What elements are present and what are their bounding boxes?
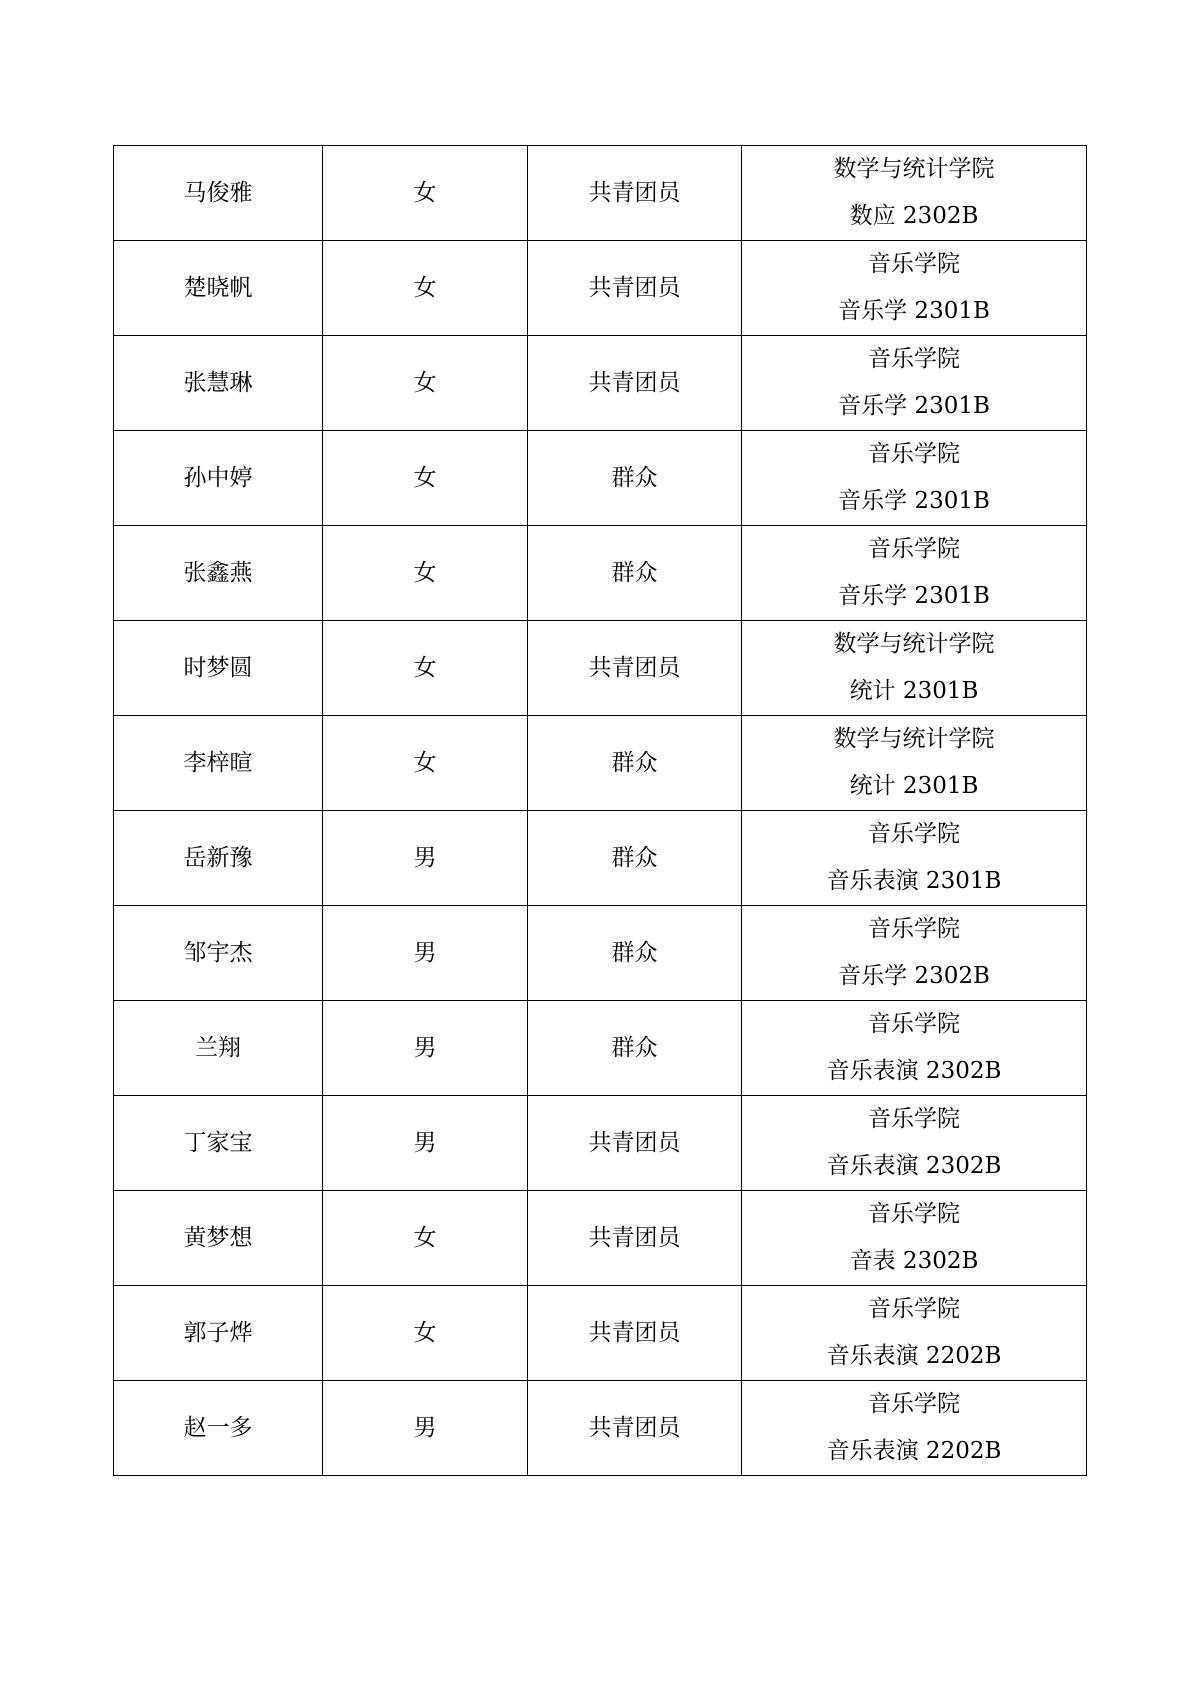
gender-cell: 男 — [323, 906, 528, 1001]
college-text: 音乐学院 — [868, 1296, 960, 1322]
class-text: 音乐表演 2301B — [826, 868, 1002, 894]
class-text: 音乐学 2301B — [838, 393, 990, 419]
name-cell: 张慧琳 — [114, 336, 323, 431]
college-text: 音乐学院 — [868, 1201, 960, 1227]
class-text: 音乐学 2302B — [838, 963, 990, 989]
gender-cell: 男 — [323, 811, 528, 906]
college-text: 数学与统计学院 — [833, 726, 995, 752]
name-cell: 邹宇杰 — [114, 906, 323, 1001]
class-text: 统计 2301B — [849, 678, 979, 704]
college-text: 音乐学院 — [868, 1106, 960, 1132]
table-row — [114, 431, 1087, 526]
name-cell: 楚晓帆 — [114, 241, 323, 336]
table-row — [114, 1096, 1087, 1191]
political-status-cell: 群众 — [528, 811, 742, 906]
political-status-cell: 群众 — [528, 526, 742, 621]
political-status-cell: 共青团员 — [528, 1286, 742, 1381]
gender-cell: 女 — [323, 146, 528, 241]
class-text: 数应 2302B — [849, 203, 979, 229]
unit-cell — [742, 336, 1087, 431]
gender-cell: 女 — [323, 621, 528, 716]
table-row — [114, 336, 1087, 431]
name-cell: 丁家宝 — [114, 1096, 323, 1191]
class-text: 音乐表演 2302B — [826, 1153, 1002, 1179]
class-text: 音乐表演 2202B — [826, 1343, 1002, 1369]
name-cell: 岳新豫 — [114, 811, 323, 906]
political-status-cell: 共青团员 — [528, 336, 742, 431]
unit-cell — [742, 1381, 1087, 1476]
table-row — [114, 906, 1087, 1001]
political-status-cell: 共青团员 — [528, 1191, 742, 1286]
college-text: 音乐学院 — [868, 821, 960, 847]
unit-cell — [742, 241, 1087, 336]
unit-cell — [742, 1096, 1087, 1191]
table-row — [114, 716, 1087, 811]
unit-cell — [742, 1286, 1087, 1381]
political-status-cell: 共青团员 — [528, 1096, 742, 1191]
unit-cell — [742, 621, 1087, 716]
unit-cell — [742, 716, 1087, 811]
gender-cell: 女 — [323, 431, 528, 526]
college-text: 音乐学院 — [868, 1011, 960, 1037]
name-cell: 郭子烨 — [114, 1286, 323, 1381]
table-row — [114, 526, 1087, 621]
unit-cell — [742, 431, 1087, 526]
gender-cell: 男 — [323, 1096, 528, 1191]
political-status-cell: 共青团员 — [528, 1381, 742, 1476]
gender-cell: 女 — [323, 241, 528, 336]
table-row — [114, 146, 1087, 241]
gender-cell: 男 — [323, 1001, 528, 1096]
political-status-cell: 共青团员 — [528, 146, 742, 241]
name-cell: 马俊雅 — [114, 146, 323, 241]
class-text: 音乐学 2301B — [838, 583, 990, 609]
gender-cell: 女 — [323, 336, 528, 431]
gender-cell: 男 — [323, 1381, 528, 1476]
class-text: 音乐表演 2302B — [826, 1058, 1002, 1084]
gender-cell: 女 — [323, 526, 528, 621]
unit-cell — [742, 146, 1087, 241]
political-status-cell: 共青团员 — [528, 621, 742, 716]
name-cell: 黄梦想 — [114, 1191, 323, 1286]
table-row — [114, 1286, 1087, 1381]
name-cell: 张鑫燕 — [114, 526, 323, 621]
table-row — [114, 241, 1087, 336]
class-text: 统计 2301B — [849, 773, 979, 799]
gender-cell: 女 — [323, 1191, 528, 1286]
unit-cell — [742, 1001, 1087, 1096]
roster-body — [114, 146, 1087, 1476]
table-row — [114, 1381, 1087, 1476]
class-text: 音乐学 2301B — [838, 488, 990, 514]
gender-cell: 女 — [323, 1286, 528, 1381]
class-text: 音乐表演 2202B — [826, 1438, 1002, 1464]
class-text: 音乐学 2301B — [838, 298, 990, 324]
unit-cell — [742, 906, 1087, 1001]
college-text: 音乐学院 — [868, 916, 960, 942]
table-row — [114, 1001, 1087, 1096]
college-text: 数学与统计学院 — [833, 631, 995, 657]
political-status-cell: 群众 — [528, 431, 742, 526]
college-text: 音乐学院 — [868, 1391, 960, 1417]
name-cell: 时梦圆 — [114, 621, 323, 716]
unit-cell — [742, 1191, 1087, 1286]
unit-cell — [742, 811, 1087, 906]
unit-cell — [742, 526, 1087, 621]
table-row — [114, 1191, 1087, 1286]
table-row — [114, 811, 1087, 906]
name-cell: 兰翔 — [114, 1001, 323, 1096]
gender-cell: 女 — [323, 716, 528, 811]
name-cell: 孙中婷 — [114, 431, 323, 526]
name-cell: 李梓暄 — [114, 716, 323, 811]
college-text: 音乐学院 — [868, 346, 960, 372]
political-status-cell: 群众 — [528, 906, 742, 1001]
college-text: 音乐学院 — [868, 536, 960, 562]
member-roster-table — [113, 145, 1087, 1476]
college-text: 音乐学院 — [868, 441, 960, 467]
political-status-cell: 群众 — [528, 1001, 742, 1096]
political-status-cell: 共青团员 — [528, 241, 742, 336]
college-text: 音乐学院 — [868, 251, 960, 277]
political-status-cell: 群众 — [528, 716, 742, 811]
college-text: 数学与统计学院 — [833, 156, 995, 182]
class-text: 音表 2302B — [849, 1248, 979, 1274]
name-cell: 赵一多 — [114, 1381, 323, 1476]
table-row — [114, 621, 1087, 716]
